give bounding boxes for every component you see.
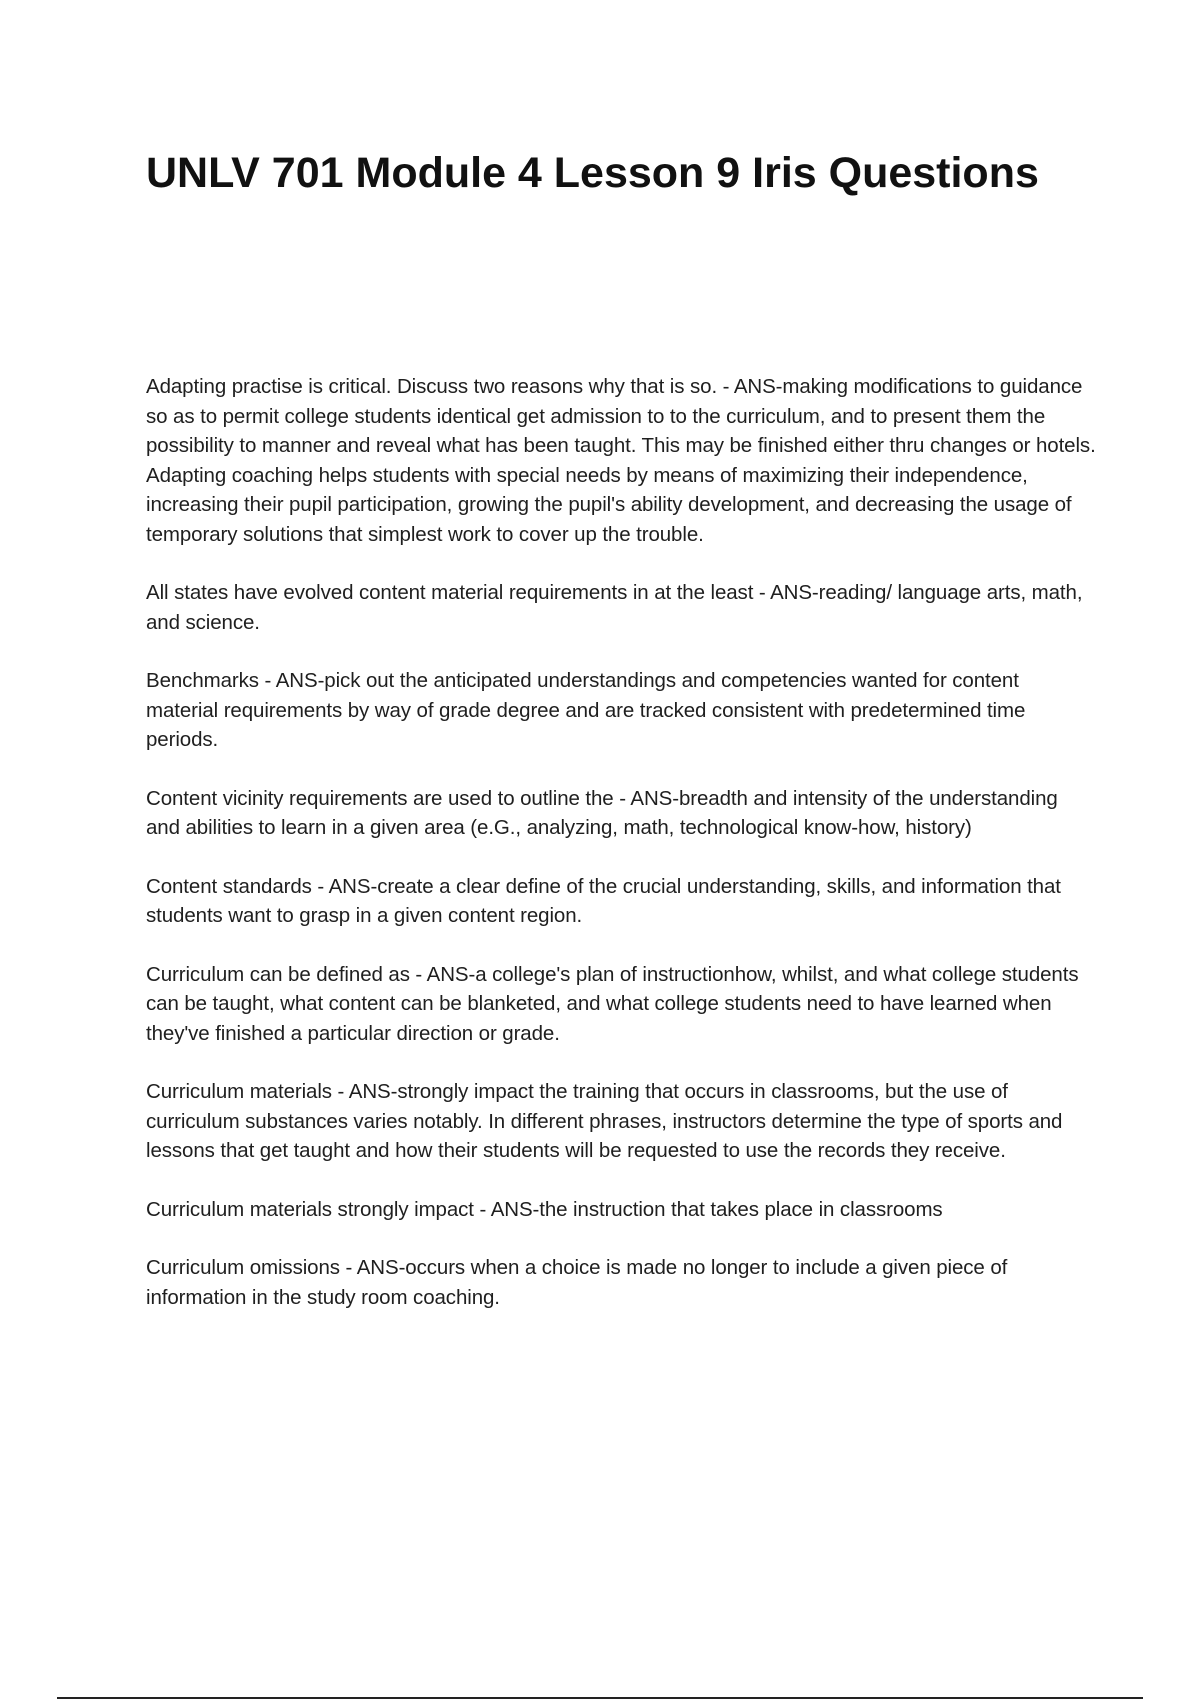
qa-item: Curriculum materials - ANS-strongly impact the training that occurs in classrooms, but the use of curriculum substances varies notably. In different phrases, instructors determine the type of sports and lessons that get taught and how their students will be requested to use the records they receive. (146, 1080, 1063, 1162)
qa-item: All states have evolved content material requirements in at the least - ANS-reading/ language arts, math, and science. (146, 581, 1083, 634)
qa-item: Adapting practise is critical. Discuss two reasons why that is so. - ANS-making modifications to guidance so as to permit college students identical get admission to to the curriculum, and to present them the possibility to manner and reveal what has been taught. This may be finished either thru changes or hotels. Adapting coaching helps students with special needs by means of maximizing their independence, increasing their pupil participation, growing the pupil's ability development, and decreasing the usage of temporary solutions that simplest work to cover up the trouble. (146, 375, 1096, 546)
page-title: UNLV 701 Module 4 Lesson 9 Iris Questions (146, 149, 1039, 197)
qa-item: Benchmarks - ANS-pick out the anticipated understandings and competencies wanted for content material requirements by way of grade degree and are tracked consistent with predetermined time periods. (146, 669, 1026, 751)
qa-item: Curriculum can be defined as - ANS-a college's plan of instructionhow, whilst, and what college students can be taught, what content can be blanketed, and what college students need to have learned when they've finished a particular direction or grade. (146, 962, 1079, 1045)
qa-item: Content vicinity requirements are used to outline the - ANS-breadth and intensity of the understanding and abilities to learn in a given area (e.G., analyzing, math, technological know-how, history) (146, 786, 1058, 839)
page-bottom-divider (57, 1697, 1143, 1699)
qa-item: Content standards - ANS-create a clear define of the crucial understanding, skills, and information that students want to grasp in a given content region. (146, 874, 1061, 927)
qa-item: Curriculum materials strongly impact - ANS-the instruction that takes place in classrooms (146, 1197, 943, 1221)
qa-list (146, 372, 1096, 1341)
qa-item: Curriculum omissions - ANS-occurs when a choice is made no longer to include a given piece of information in the study room coaching. (146, 1256, 1008, 1309)
